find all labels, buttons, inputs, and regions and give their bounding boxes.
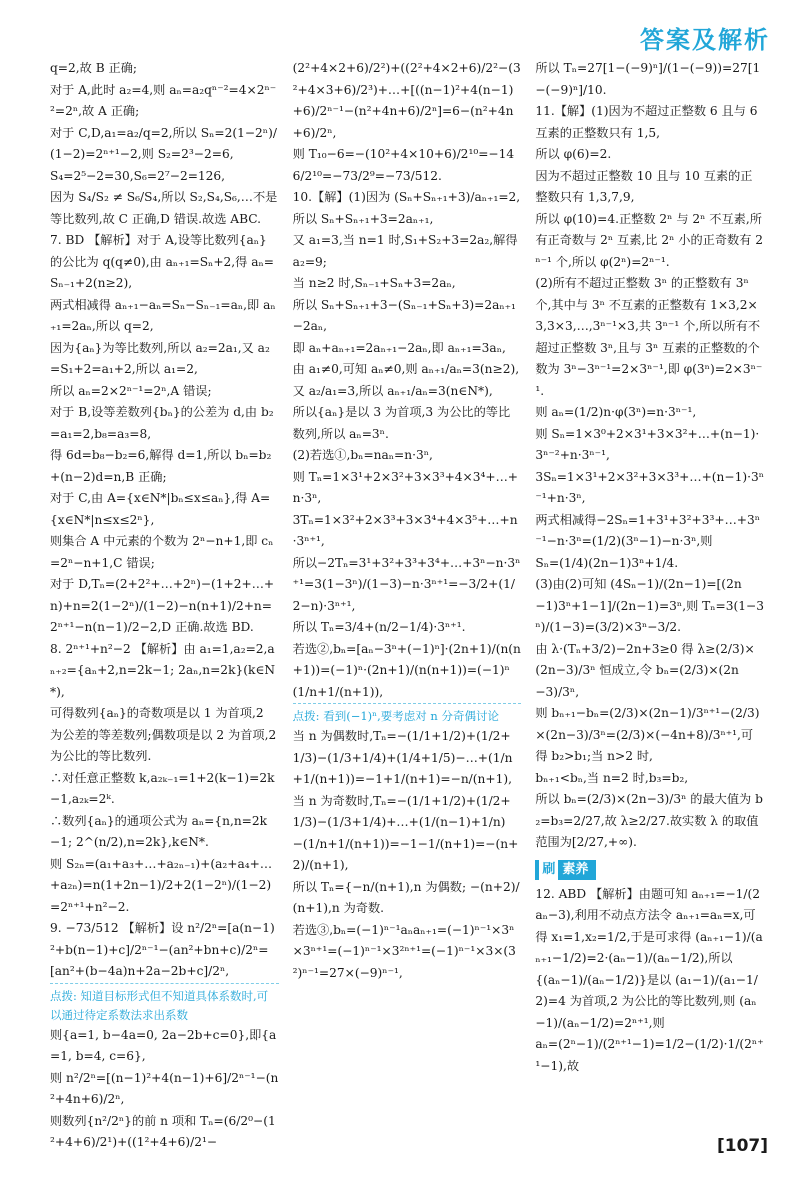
text-line: 对于 C,D,a₁=a₂/q=2,所以 Sₙ=2(1−2ⁿ)/(1−2)=2ⁿ⁺¹−2,则 S₂=2³−2=6, xyxy=(50,125,277,161)
question-7: 7. BD 【解析】对于 A,设等比数列{aₙ}的公比为 q(q≠0),由 aₙ₊₁=Sₙ+2,得 aₙ=Sₙ₋₁+2(n≥2), xyxy=(50,233,274,290)
text-line: 所以 φ(6)=2. xyxy=(535,147,612,161)
text-line: (2²+4×2+6)/2²)+((2²+4×2+6)/2²−(3²+4×3+6)/2³)+…+[((n−1)²+4(n−1)+6)/2ⁿ⁻¹−(n²+4n+6)/2ⁿ]=6−(n²+4n+6)/2ⁿ, xyxy=(292,61,521,140)
text-line: 则 Sₙ=1×3⁰+2×3¹+3×3²+…+(n−1)·3ⁿ⁻²+n·3ⁿ⁻¹, xyxy=(535,426,760,462)
text-line: 3Sₙ=1×3¹+2×3²+3×3³+…+(n−1)·3ⁿ⁻¹+n·3ⁿ, xyxy=(535,469,765,505)
text-line: 所以 Sₙ+Sₙ₊₁+3=2aₙ₊₁, xyxy=(292,211,434,226)
text-line: 则集合 A 中元素的个数为 2ⁿ−n+1,即 cₙ=2ⁿ−n+1,C 错误; xyxy=(50,534,274,570)
text-line: ∴对任意正整数 k,a₂ₖ₋₁=1+2(k−1)=2k−1,a₂ₖ=2ᵏ. xyxy=(50,770,275,806)
text-line: 对于 B,设等差数列{bₙ}的公差为 d,由 b₂=a₁=2,b₈=a₃=8, xyxy=(50,405,274,441)
text-line: {(aₙ−1)/(aₙ−1/2)}是以 (a₁−1)/(a₁−1/2)=4 为首项,2 为公比的等比数列,则 (aₙ−1)/(aₙ−1/2)=2ⁿ⁺¹,则 xyxy=(535,972,758,1030)
text-line: 当 n 为偶数时,Tₙ=−(1/1+1/2)+(1/2+1/3)−(1/3+1/4)+(1/4+1/5)−…+(1/n+1/(n+1))=−1+1/(n+1)=−n/(n+1), xyxy=(292,729,513,786)
text-line: 可得数列{aₙ}的奇数项是以 1 为首项,2 为公差的等差数列;偶数项是以 2 为首项,2 为公比的等比数列. xyxy=(50,706,277,763)
tip-note: 点拨: 看到(−1)ⁿ,要考虑对 n 分奇偶讨论 xyxy=(293,703,522,726)
text-line: 对于 C,由 A={x∈N*|bₙ≤x≤aₙ},得 A={x∈N*|n≤x≤2ⁿ}, xyxy=(50,491,271,527)
text-line: 因为 S₄/S₂ ≠ S₆/S₄,所以 S₂,S₄,S₆,…不是等比数列,故 C 正确,D 错误.故选 ABC. xyxy=(50,190,278,226)
text-line: 又 a₁=3,当 n=1 时,S₁+S₂+3=2a₂,解得 a₂=9; xyxy=(292,233,518,269)
text-line: 对于 A,此时 a₂=4,则 aₙ=a₂qⁿ⁻²=4×2ⁿ⁻²=2ⁿ,故 A 正确; xyxy=(50,82,277,118)
column-1 xyxy=(50,58,279,1149)
column-3 xyxy=(535,58,764,1118)
text-line: 所以 bₙ=(2/3)×(2n−3)/3ⁿ 的最大值为 b₂=b₃=2/27,故 λ≥2/27.故实数 λ 的取值范围为[2/27,+∞). xyxy=(535,792,763,849)
question-9: 9. −73/512 【解析】设 n²/2ⁿ=[a(n−1)²+b(n−1)+c]/2ⁿ⁻¹−(an²+bn+c)/2ⁿ=[an²+(b−4a)n+2a−2b+c]/2ⁿ, xyxy=(50,921,275,978)
text-line: 由 λ·(Tₙ+3/2)−2n+3≥0 得 λ≥(2/3)×(2n−3)/3ⁿ 恒成立,令 bₙ=(2/3)×(2n−3)/3ⁿ, xyxy=(535,641,755,699)
text-line: 因为{aₙ}为等比数列,所以 a₂=2a₁,又 a₂=S₁+2=a₁+2,所以 a₁=2, xyxy=(50,340,270,376)
text-line: 则 S₂ₙ=(a₁+a₃+…+a₂ₙ₋₁)+(a₂+a₄+…+a₂ₙ)=n(1+2n−1)/2+2(1−2ⁿ)/(1−2)=2ⁿ⁺¹+n²−2. xyxy=(50,856,273,914)
text-line: 则数列{n²/2ⁿ}的前 n 项和 Tₙ=(6/2⁰−(1²+4+6)/2¹)+((1²+4+6)/2¹− xyxy=(50,1113,276,1149)
text-line: 若选②,bₙ=[aₙ−3ⁿ+(−1)ⁿ]·(2n+1)/(n(n+1))=(−1)ⁿ·(2n+1)/(n(n+1))=(−1)ⁿ(1/n+1/(n+1)), xyxy=(292,641,521,699)
text-line: 两式相减得 aₙ₊₁−aₙ=Sₙ−Sₙ₋₁=aₙ,即 aₙ₊₁=2aₙ,所以 q=2, xyxy=(50,297,276,333)
tip-note: 点拨: 知道目标形式但不知道具体系数时,可以通过待定系数法求出系数 xyxy=(50,983,279,1025)
text-line: Sₙ=(1/4)(2n−1)3ⁿ+1/4. xyxy=(535,555,679,570)
section-icon: 刷 xyxy=(539,860,558,880)
text-line: 则 T₁₀−6=−(10²+4×10+6)/2¹⁰=−146/2¹⁰=−73/2⁹=−73/512. xyxy=(292,147,515,183)
text-line: (2)所有不超过正整数 3ⁿ 的正整数有 3ⁿ 个,其中与 3ⁿ 不互素的正整数有 1×3,2×3,3×3,…,3ⁿ⁻¹×3,共 3ⁿ⁻¹ 个,所以所有不超过正整数 3ⁿ,且与 3ⁿ 互素的正整数的个数为 3ⁿ−3ⁿ⁻¹=2×3ⁿ⁻¹,即 φ(3ⁿ)=2×3ⁿ⁻¹. xyxy=(535,276,763,398)
text-line: q=2,故 B 正确; xyxy=(50,61,138,75)
text-line: 所以 Tₙ=27[1−(−9)ⁿ]/(1−(−9))=27[1−(−9)ⁿ]/10. xyxy=(535,61,761,97)
text-line: S₄=2⁵−2=30,S₆=2⁷−2=126, xyxy=(50,168,226,183)
question-8: 8. 2ⁿ⁺¹+n²−2 【解析】由 a₁=1,a₂=2,aₙ₊₂={aₙ+2,n=2k−1; 2aₙ,n=2k}(k∈N*), xyxy=(50,641,276,699)
text-line: 当 n≥2 时,Sₙ₋₁+Sₙ+3=2aₙ, xyxy=(292,276,456,290)
text-line: 因为不超过正整数 10 且与 10 互素的正整数只有 1,3,7,9, xyxy=(535,168,753,204)
text-line: 所以−2Tₙ=3¹+3²+3³+3⁴+…+3ⁿ−n·3ⁿ⁺¹=3(1−3ⁿ)/(1−3)−n·3ⁿ⁺¹=−3/2+(1/2−n)·3ⁿ⁺¹, xyxy=(292,555,521,613)
text-line: 所以 aₙ=2×2ⁿ⁻¹=2ⁿ,A 错误; xyxy=(50,383,212,398)
text-line: (2)若选①,bₙ=naₙ=n·3ⁿ, xyxy=(292,448,433,462)
text-line: bₙ₊₁<bₙ,当 n=2 时,b₃=b₂, xyxy=(535,770,689,785)
text-line: 由 a₁≠0,可知 aₙ≠0,则 aₙ₊₁/aₙ=3(n≥2),又 a₂/a₁=3,所以 aₙ₊₁/aₙ=3(n∈N*), xyxy=(292,362,520,398)
text-line: 所以{aₙ}是以 3 为首项,3 为公比的等比数列,所以 aₙ=3ⁿ. xyxy=(292,405,511,441)
text-line: 则 bₙ₊₁−bₙ=(2/3)×(2n−1)/3ⁿ⁺¹−(2/3)×(2n−3)/3ⁿ=(2/3)×(−4n+8)/3ⁿ⁺¹,可得 b₂>b₁;当 n>2 时, xyxy=(535,706,760,763)
section-label: 素养 xyxy=(562,861,589,877)
text-line: 两式相减得−2Sₙ=1+3¹+3²+3³+…+3ⁿ⁻¹−n·3ⁿ=(1/2)(3ⁿ−1)−n·3ⁿ,则 xyxy=(535,512,761,548)
text-line: 则 Tₙ=1×3¹+2×3²+3×3³+4×3⁴+…+n·3ⁿ, xyxy=(292,469,519,505)
page-number: [107] xyxy=(716,1136,768,1156)
text-line: 则{a=1, b−4a=0, 2a−2b+c=0},即{a=1, b=4, c=6}, xyxy=(50,1027,277,1063)
column-2 xyxy=(293,58,522,1118)
header-title: 答案及解析 xyxy=(640,26,770,54)
question-10: 10.【解】(1)因为 (Sₙ+Sₙ₊₁+3)/aₙ₊₁=2, xyxy=(292,190,521,204)
text-line: aₙ=(2ⁿ−1)/(2ⁿ⁺¹−1)=1/2−(1/2)·1/(2ⁿ⁺¹−1),故 xyxy=(535,1037,764,1073)
text-line: 即 aₙ+aₙ₊₁=2aₙ₊₁−2aₙ,即 aₙ₊₁=3aₙ, xyxy=(292,340,506,355)
text-line: ∴数列{aₙ}的通项公式为 aₙ={n,n=2k−1; 2^(n/2),n=2k},k∈N*. xyxy=(50,813,268,849)
text-line: 所以 Sₙ+Sₙ₊₁+3−(Sₙ₋₁+Sₙ+3)=2aₙ₊₁−2aₙ, xyxy=(292,297,516,333)
text-line: 当 n 为奇数时,Tₙ=−(1/1+1/2)+(1/2+1/3)−(1/3+1/4)+…+(1/(n−1)+1/n)−(1/n+1/(n+1))=−1−1/(n+1)=−(n+2)/(n+1), xyxy=(292,793,519,872)
question-12: 12. ABD 【解析】由题可知 aₙ₊₁=−1/(2aₙ−3),利用不动点方法令 aₙ₊₁=aₙ=x,可得 x₁=1,x₂=1/2,于是可求得 (aₙ₊₁−1)/(aₙ₊₁−1/2)=2·(aₙ−1)/(aₙ−1/2),所以 xyxy=(535,886,763,965)
text-line: 所以 Tₙ={−n/(n+1),n 为偶数; −(n+2)/(n+1),n 为奇数. xyxy=(292,879,520,915)
content-columns xyxy=(50,58,765,1149)
question-11: 11.【解】(1)因为不超过正整数 6 且与 6 互素的正整数只有 1,5, xyxy=(535,104,758,140)
text-line: 若选③,bₙ=(−1)ⁿ⁻¹aₙaₙ₊₁=(−1)ⁿ⁻¹×3ⁿ×3ⁿ⁺¹=(−1)ⁿ⁻¹×3²ⁿ⁺¹=(−1)ⁿ⁻¹×3×(3²)ⁿ⁻¹=27×(−9)ⁿ⁻¹, xyxy=(292,922,516,980)
text-line: 所以 Tₙ=3/4+(n/2−1/4)·3ⁿ⁺¹. xyxy=(292,620,466,634)
text-line: 所以 φ(10)=4.正整数 2ⁿ 与 2ⁿ 不互素,所有正奇数与 2ⁿ 互素,比 2ⁿ 小的正奇数有 2ⁿ⁻¹ 个,所以 φ(2ⁿ)=2ⁿ⁻¹. xyxy=(535,211,764,269)
text-line: 则 aₙ=(1/2)n·φ(3ⁿ)=n·3ⁿ⁻¹, xyxy=(535,405,697,419)
section-banner xyxy=(535,860,596,880)
text-line: 则 n²/2ⁿ=[(n−1)²+4(n−1)+6]/2ⁿ⁻¹−(n²+4n+6)/2ⁿ, xyxy=(50,1070,279,1106)
text-line: (3)由(2)可知 (4Sₙ−1)/(2n−1)=[(2n−1)3ⁿ+1−1]/(2n−1)=3ⁿ,则 Tₙ=3(1−3ⁿ)/(1−3)=(3/2)×3ⁿ−3/2. xyxy=(535,577,764,634)
text-line: 对于 D,Tₙ=(2+2²+…+2ⁿ)−(1+2+…+n)+n=2(1−2ⁿ)/(1−2)−n(n+1)/2+n=2ⁿ⁺¹−n(n−1)/2−2,D 正确.故选 BD. xyxy=(50,577,275,634)
text-line: 得 6d=b₈−b₂=6,解得 d=1,所以 bₙ=b₂+(n−2)d=n,B 正确; xyxy=(50,448,272,484)
text-line: 3Tₙ=1×3²+2×3³+3×3⁴+4×3⁵+…+n·3ⁿ⁺¹, xyxy=(292,512,518,548)
